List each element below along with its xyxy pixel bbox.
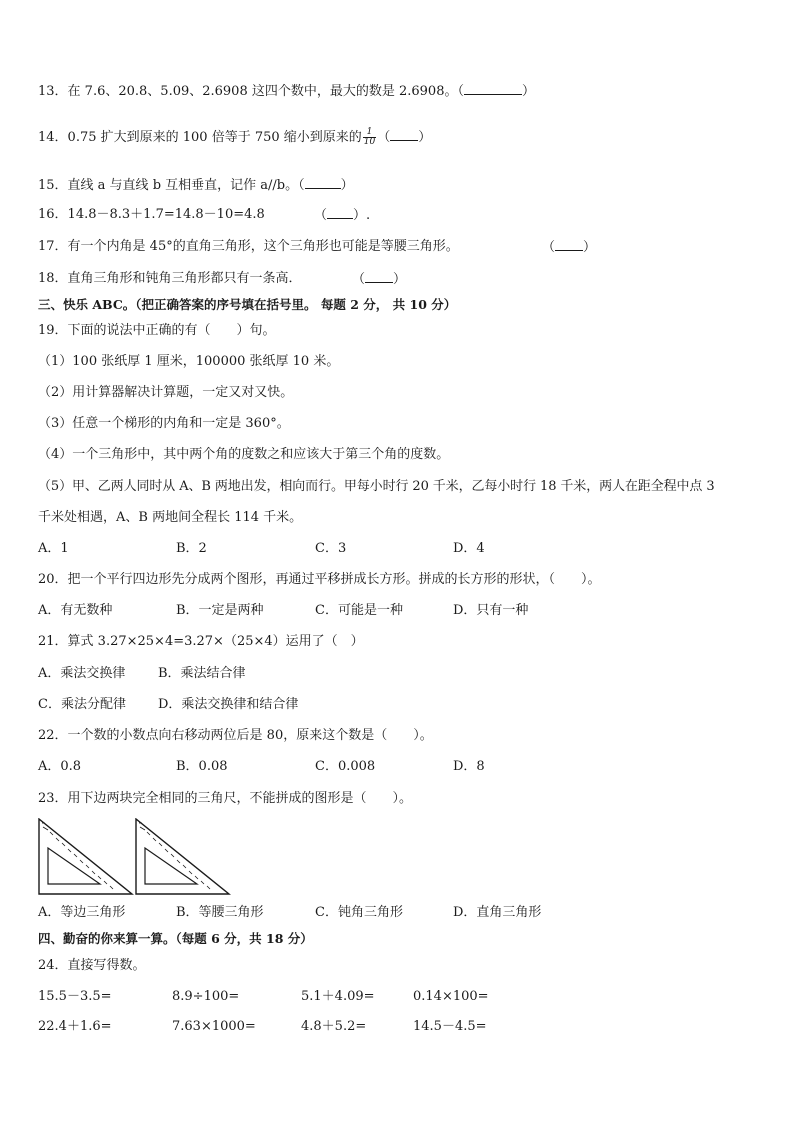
question-17-answer bbox=[542, 238, 596, 257]
calc-item: 14.5－4.5= bbox=[413, 1019, 487, 1034]
question-16-answer bbox=[314, 206, 370, 225]
question-18-answer bbox=[352, 270, 406, 289]
q22-option-c[interactable]: C．0.008 bbox=[315, 759, 376, 774]
q19-option-b[interactable]: B．2 bbox=[176, 541, 207, 556]
calc-item: 0.14×100= bbox=[413, 989, 489, 1004]
q23-option-c[interactable]: C．钝角三角形 bbox=[315, 905, 403, 920]
set-square-figure-1 bbox=[38, 818, 134, 896]
question-17-text: 17．有一个内角是 45°的直角三角形，这个三角形也可能是等腰三角形。 bbox=[38, 239, 459, 254]
set-square-figure-2 bbox=[135, 818, 231, 896]
answer-blank[interactable] bbox=[464, 82, 522, 95]
calc-item: 4.8＋5.2= bbox=[301, 1019, 367, 1034]
answer-blank[interactable] bbox=[365, 270, 393, 283]
question-14 bbox=[38, 128, 431, 147]
calc-item: 7.63×1000= bbox=[172, 1019, 256, 1034]
question-13-text: 13．在 7.6、20.8、5.09、2.6908 这四个数中，最大的数是 2.6908。（ bbox=[38, 84, 464, 99]
question-15 bbox=[38, 176, 354, 195]
q23-option-d[interactable]: D．直角三角形 bbox=[453, 905, 542, 920]
question-17 bbox=[38, 238, 459, 256]
question-18 bbox=[38, 270, 302, 288]
q21-option-a[interactable]: A．乘法交换律 bbox=[38, 666, 126, 681]
question-19-stem: 19．下面的说法中正确的有（ ）句。 bbox=[38, 323, 276, 338]
question-23-stem: 23．用下边两块完全相同的三角尺，不能拼成的图形是（ ）。 bbox=[38, 791, 413, 806]
question-14-close: ） bbox=[418, 130, 432, 145]
q22-option-a[interactable]: A．0.8 bbox=[38, 759, 82, 774]
question-22-stem: 22．一个数的小数点向右移动两位后是 80，原来这个数是（ ）。 bbox=[38, 728, 433, 743]
question-20-stem: 20．把一个平行四边形先分成两个图形，再通过平移拼成长方形。拼成的长方形的形状，（ ）。 bbox=[38, 572, 601, 587]
fraction bbox=[363, 128, 376, 147]
calc-item: 22.4＋1.6= bbox=[38, 1019, 112, 1034]
question-21-stem: 21．算式 3.27×25×4=3.27×（25×4）运用了（ ） bbox=[38, 634, 364, 649]
q21-option-c[interactable]: C．乘法分配律 bbox=[38, 697, 126, 712]
question-16-close: ）. bbox=[353, 208, 371, 223]
q20-option-a[interactable]: A．有无数种 bbox=[38, 603, 113, 618]
question-17-close: ） bbox=[583, 240, 597, 255]
question-19-item: （5）甲、乙两人同时从 A、B 两地出发，相向而行。甲每小时行 20 千米，乙每小时行 18 千米，两人在距全程中点 3 bbox=[38, 479, 715, 494]
fraction-numerator: 1 bbox=[363, 128, 376, 138]
question-19-item: （4）一个三角形中，其中两个角的度数之和应该大于第三个角的度数。 bbox=[38, 447, 450, 462]
fraction-denominator: 10 bbox=[363, 137, 376, 147]
question-13-close: ） bbox=[521, 84, 535, 99]
question-13 bbox=[38, 82, 535, 101]
question-15-close: ） bbox=[340, 178, 354, 193]
question-18-open: （ bbox=[352, 272, 366, 287]
question-17-open: （ bbox=[542, 240, 556, 255]
section-3-title: 三、快乐 ABC。（把正确答案的序号填在括号里。 每题 2 分， 共 10 分） bbox=[38, 297, 457, 312]
answer-blank[interactable] bbox=[555, 238, 583, 251]
q21-option-b[interactable]: B．乘法结合律 bbox=[158, 666, 246, 681]
question-24-stem: 24．直接写得数。 bbox=[38, 958, 146, 973]
question-19-item: （1）100 张纸厚 1 厘米，100000 张纸厚 10 米。 bbox=[38, 354, 340, 369]
q19-option-a[interactable]: A．1 bbox=[38, 541, 69, 556]
question-16-open: （ bbox=[314, 208, 328, 223]
calc-item: 5.1＋4.09= bbox=[301, 989, 375, 1004]
q20-option-c[interactable]: C．可能是一种 bbox=[315, 603, 403, 618]
question-18-text: 18．直角三角形和钝角三角形都只有一条高． bbox=[38, 271, 302, 286]
section-4-title: 四、勤奋的你来算一算。（每题 6 分，共 18 分） bbox=[38, 931, 313, 946]
q20-option-b[interactable]: B．一定是两种 bbox=[176, 603, 264, 618]
question-15-text: 15．直线 a 与直线 b 互相垂直，记作 a//b。（ bbox=[38, 178, 305, 193]
calc-item: 15.5－3.5= bbox=[38, 989, 112, 1004]
question-19-item: 千米处相遇，A、B 两地间全程长 114 千米。 bbox=[38, 510, 303, 525]
answer-blank[interactable] bbox=[390, 128, 418, 141]
answer-blank[interactable] bbox=[305, 176, 341, 189]
q22-option-b[interactable]: B．0.08 bbox=[176, 759, 228, 774]
question-16 bbox=[38, 206, 265, 224]
question-18-close: ） bbox=[393, 272, 407, 287]
question-14-open: （ bbox=[377, 130, 391, 145]
q20-option-d[interactable]: D．只有一种 bbox=[453, 603, 529, 618]
q19-option-d[interactable]: D．4 bbox=[453, 541, 485, 556]
q23-option-a[interactable]: A．等边三角形 bbox=[38, 905, 126, 920]
answer-blank[interactable] bbox=[327, 206, 353, 219]
q22-option-d[interactable]: D．8 bbox=[453, 759, 485, 774]
calc-item: 8.9÷100= bbox=[172, 989, 240, 1004]
question-16-text: 16．14.8－8.3＋1.7=14.8－10=4.8 bbox=[38, 207, 265, 222]
question-14-text: 14．0.75 扩大到原来的 100 倍等于 750 缩小到原来的 bbox=[38, 130, 362, 145]
question-19-item: （2）用计算器解决计算题，一定又对又快。 bbox=[38, 385, 294, 400]
q19-option-c[interactable]: C．3 bbox=[315, 541, 347, 556]
q21-option-d[interactable]: D．乘法交换律和结合律 bbox=[158, 697, 299, 712]
q23-option-b[interactable]: B．等腰三角形 bbox=[176, 905, 264, 920]
question-19-item: （3）任意一个梯形的内角和一定是 360°。 bbox=[38, 416, 290, 431]
